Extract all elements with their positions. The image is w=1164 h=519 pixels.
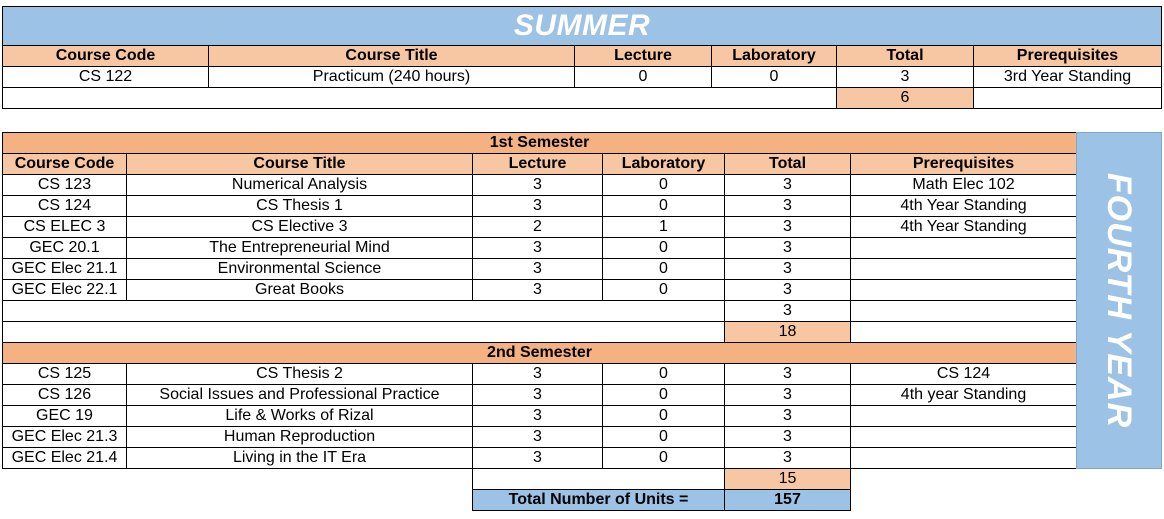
lab-units: 0 [603, 238, 725, 259]
total-units: 3 [837, 67, 974, 88]
summer-subtotal: 6 [837, 88, 974, 109]
header-course-title: Course Title [127, 154, 473, 175]
fourth-year-header-row [3, 154, 1077, 175]
summer-title: SUMMER [3, 7, 1162, 46]
total-units: 3 [725, 448, 851, 469]
course-title: Human Reproduction [127, 427, 473, 448]
course-title: CS Elective 3 [127, 217, 473, 238]
course-title: Life & Works of Rizal [127, 406, 473, 427]
prerequisites: CS 124 [851, 364, 1077, 385]
total-units-label: Total Number of Units = [473, 490, 725, 511]
course-title: Living in the IT Era [127, 448, 473, 469]
prerequisites: 4th Year Standing [851, 217, 1077, 238]
course-code: GEC 19 [3, 406, 127, 427]
lecture-units: 3 [473, 175, 603, 196]
lecture-units: 0 [575, 67, 712, 88]
total-units: 3 [725, 238, 851, 259]
course-title: Environmental Science [127, 259, 473, 280]
fourth-year-label: FOURTH YEAR [1100, 172, 1139, 429]
total-units: 3 [725, 406, 851, 427]
prerequisites: 4th Year Standing [851, 196, 1077, 217]
header-lecture: Lecture [575, 46, 712, 67]
lecture-units: 3 [473, 448, 603, 469]
course-title: CS Thesis 1 [127, 196, 473, 217]
lecture-units: 3 [473, 364, 603, 385]
course-code: GEC Elec 21.3 [3, 427, 127, 448]
total-units: 3 [725, 217, 851, 238]
total-units: 3 [725, 364, 851, 385]
course-code: CS 125 [3, 364, 127, 385]
total-units: 3 [725, 301, 851, 322]
lecture-units: 3 [473, 427, 603, 448]
course-code: CS 123 [3, 175, 127, 196]
lab-units: 0 [603, 427, 725, 448]
total-units: 3 [725, 385, 851, 406]
lecture-units: 3 [473, 196, 603, 217]
table-row [3, 301, 1077, 322]
lab-units: 0 [603, 448, 725, 469]
table-row [3, 175, 1077, 196]
lab-units: 0 [603, 385, 725, 406]
course-code: CS 126 [3, 385, 127, 406]
lab-units: 0 [603, 175, 725, 196]
table-row [3, 196, 1077, 217]
lecture-units: 3 [473, 238, 603, 259]
summer-subtotal-row [3, 88, 1162, 109]
table-row [3, 238, 1077, 259]
header-lecture: Lecture [473, 154, 603, 175]
course-title: CS Thesis 2 [127, 364, 473, 385]
prerequisites [851, 448, 1077, 469]
second-semester-row [3, 343, 1077, 364]
lab-units: 0 [603, 196, 725, 217]
header-prerequisites: Prerequisites [974, 46, 1162, 67]
total-units: 3 [725, 427, 851, 448]
first-semester-title: 1st Semester [3, 133, 1077, 154]
prerequisites [851, 238, 1077, 259]
lab-units: 1 [603, 217, 725, 238]
first-semester-row [3, 133, 1077, 154]
table-row [3, 427, 1077, 448]
table-row [3, 406, 1077, 427]
total-units: 3 [725, 196, 851, 217]
total-units: 3 [725, 280, 851, 301]
second-semester-title: 2nd Semester [3, 343, 1077, 364]
course-code: CS 124 [3, 196, 127, 217]
course-title: Practicum (240 hours) [209, 67, 575, 88]
lab-units: 0 [712, 67, 837, 88]
header-course-code: Course Code [3, 154, 127, 175]
header-course-title: Course Title [209, 46, 575, 67]
course-code: GEC Elec 21.1 [3, 259, 127, 280]
fourth-year-table [2, 132, 1077, 511]
summer-header-row [3, 46, 1162, 67]
prerequisites [851, 427, 1077, 448]
summer-table [2, 6, 1162, 109]
total-units: 3 [725, 259, 851, 280]
table-row [3, 385, 1077, 406]
header-laboratory: Laboratory [603, 154, 725, 175]
header-prerequisites: Prerequisites [851, 154, 1077, 175]
prerequisites: 3rd Year Standing [974, 67, 1162, 88]
lab-units: 0 [603, 406, 725, 427]
prerequisites [851, 406, 1077, 427]
course-code: GEC Elec 22.1 [3, 280, 127, 301]
course-title: Great Books [127, 280, 473, 301]
lab-units: 0 [603, 259, 725, 280]
header-total: Total [837, 46, 974, 67]
lab-units: 0 [603, 280, 725, 301]
lecture-units: 3 [473, 259, 603, 280]
table-row [3, 364, 1077, 385]
table-row [3, 280, 1077, 301]
prerequisites [851, 280, 1077, 301]
second-semester-subtotal: 15 [725, 469, 851, 490]
course-title: Numerical Analysis [127, 175, 473, 196]
course-code: CS 122 [3, 67, 209, 88]
course-title: The Entrepreneurial Mind [127, 238, 473, 259]
header-total: Total [725, 154, 851, 175]
course-title: Social Issues and Professional Practice [127, 385, 473, 406]
total-units: 3 [725, 175, 851, 196]
course-code: GEC 20.1 [3, 238, 127, 259]
lecture-units: 2 [473, 217, 603, 238]
fourth-year-band [1076, 132, 1162, 469]
table-row [3, 217, 1077, 238]
first-semester-subtotal: 18 [725, 322, 851, 343]
lecture-units: 3 [473, 385, 603, 406]
lecture-units: 3 [473, 280, 603, 301]
first-semester-subtotal-row [3, 322, 1077, 343]
course-code: CS ELEC 3 [3, 217, 127, 238]
lecture-units: 3 [473, 406, 603, 427]
prerequisites: 4th year Standing [851, 385, 1077, 406]
header-laboratory: Laboratory [712, 46, 837, 67]
total-units-value: 157 [725, 490, 851, 511]
course-code: GEC Elec 21.4 [3, 448, 127, 469]
table-row [3, 259, 1077, 280]
prerequisites: Math Elec 102 [851, 175, 1077, 196]
table-row [3, 67, 1162, 88]
header-course-code: Course Code [3, 46, 209, 67]
second-semester-subtotal-row [3, 469, 1077, 490]
lab-units: 0 [603, 364, 725, 385]
table-row [3, 448, 1077, 469]
grand-total-row [3, 490, 1077, 511]
prerequisites [851, 259, 1077, 280]
